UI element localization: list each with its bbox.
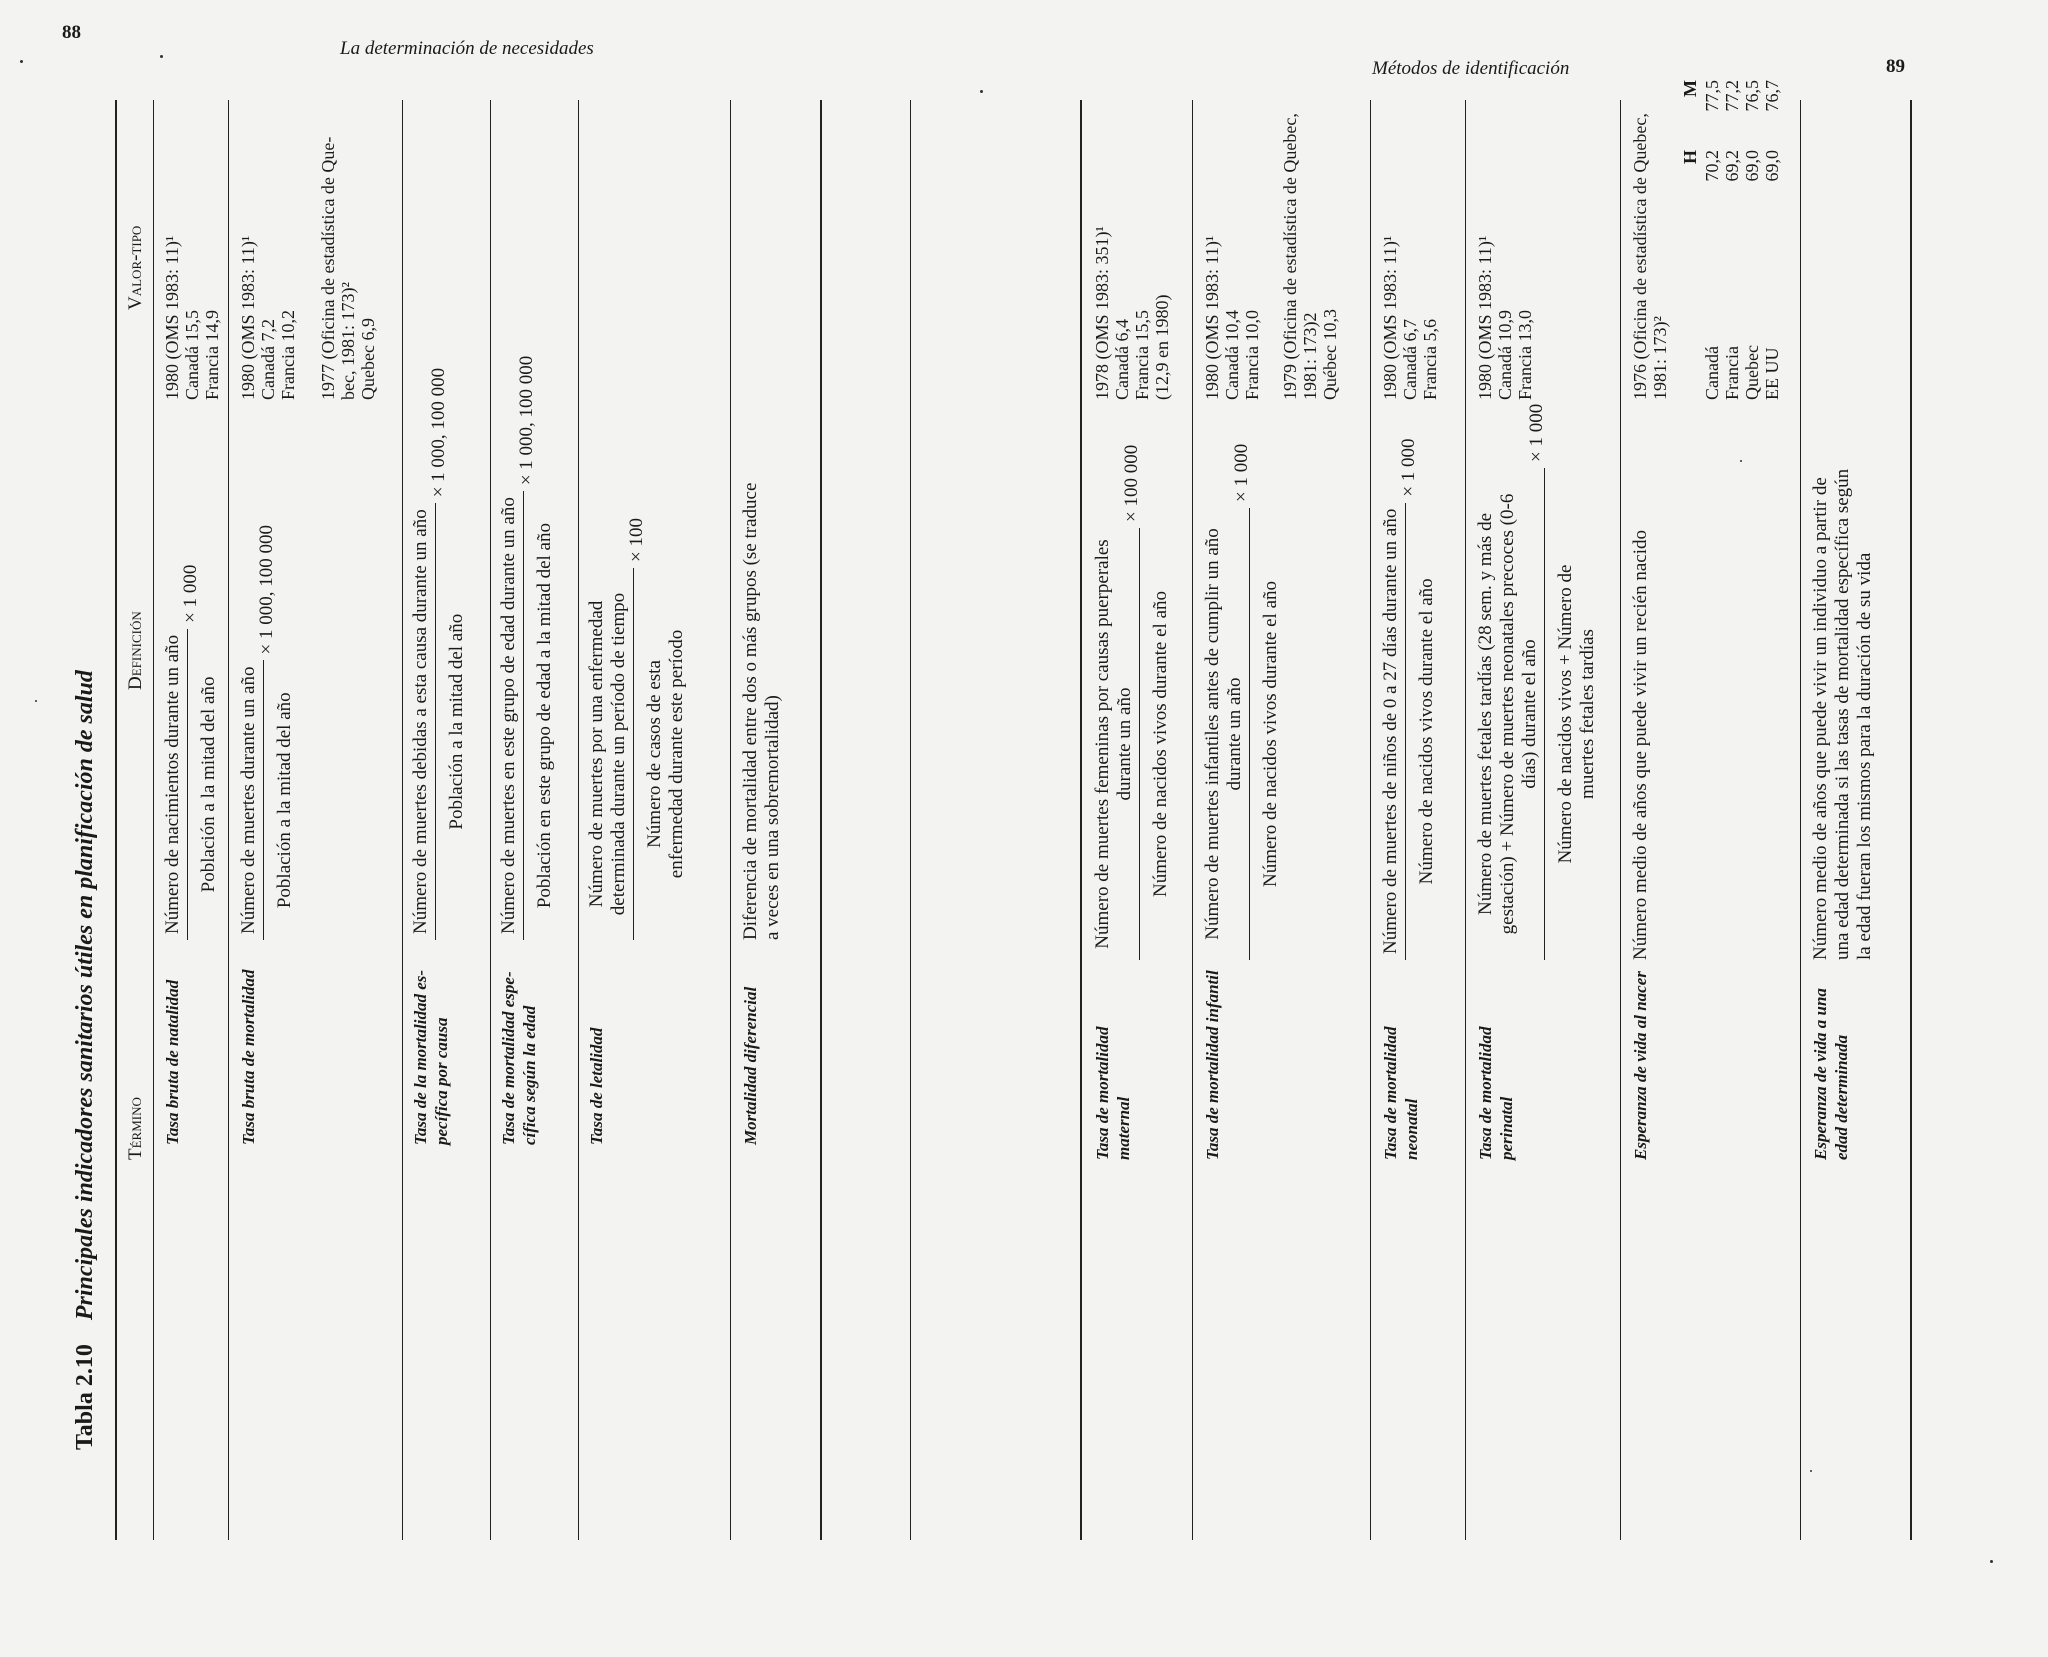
numerator: Número de muertes infantiles antes de cumplir un año durante un año xyxy=(1202,508,1250,960)
bottom-rule xyxy=(820,100,822,1540)
term-cause-specific-mortality: Tasa de la mortalidad es-pecífica por causa xyxy=(411,969,451,1145)
right-running-head: Métodos de identificación xyxy=(1372,58,1570,79)
row-rule xyxy=(578,100,579,1540)
row-rule xyxy=(228,100,229,1540)
multiplier: × 1 000, 100 000 xyxy=(256,525,277,655)
hm-value: 76,7 xyxy=(1762,80,1782,112)
hm-header: H xyxy=(1680,150,1700,165)
row-rule xyxy=(1465,100,1466,1540)
term-perinatal-mortality: Tasa de mortalidad perinatal xyxy=(1476,1026,1516,1160)
right-page-number: 89 xyxy=(1886,56,1905,77)
value-neonatal-mortality: 1980 (OMS 1983: 11)¹ Canadá 6,7 Francia 5,6 xyxy=(1380,235,1440,400)
numerator: Número de muertes debidas a esta causa durante un año xyxy=(410,503,436,940)
term-infant-mortality: Tasa de mortalidad infantil xyxy=(1203,970,1222,1160)
term-maternal-mortality: Tasa de mortalidad maternal xyxy=(1093,1026,1133,1160)
multiplier: × 1 000 xyxy=(180,564,201,623)
term-age-specific-mortality: Tasa de mortalidad espe-cífica según la edad xyxy=(499,971,539,1145)
scan-speck xyxy=(1990,1560,1993,1563)
header-rule xyxy=(153,100,154,1540)
numerator: Número de muertes fetales tardías (28 sem. y más de gestación) + Número de muertes neonatales precoces (0-6 días) durante el año xyxy=(1475,468,1545,960)
table-title: Principales indicadores sanitarios útiles en planificación de salud xyxy=(72,670,98,1321)
denominator: Número de nacidos vivos + Número de muertes fetales tardías xyxy=(1555,564,1598,864)
definition-life-expectancy-age: Número medio de años que puede vivir un individuo a partir de una edad determinada si las tasas de mortalidad específica según la edad fueran los mismos para la duración de su vida xyxy=(1810,468,1875,960)
hm-value: 69,0 xyxy=(1742,150,1762,182)
value-infant-mortality: 1980 (OMS 1983: 11)¹ Canadá 10,4 Francia 10,0 xyxy=(1202,235,1262,400)
value-perinatal-mortality: 1980 (OMS 1983: 11)¹ Canadá 10,9 Francia 13,0 xyxy=(1475,235,1535,400)
term-life-expectancy-birth: Esperanza de vida al nacer xyxy=(1631,971,1650,1160)
hm-value: 77,5 xyxy=(1702,80,1722,112)
definition-crude-death-rate xyxy=(238,525,296,940)
value-life-expectancy-birth: 1976 (Oficina de estadística de Quebec, 1981: 173)² xyxy=(1630,113,1670,400)
multiplier: × 1 000 xyxy=(1526,403,1547,462)
hm-header xyxy=(1680,210,1702,400)
right-page-table xyxy=(1080,60,1980,1560)
value-maternal-mortality: 1978 (OMS 1983: 351)¹ Canadá 6,4 Francia 15,5 (12,9 en 1980) xyxy=(1092,226,1172,400)
definition-maternal-mortality xyxy=(1092,445,1172,960)
hm-value: 70,2 xyxy=(1702,150,1722,182)
row-rule xyxy=(1370,100,1371,1540)
denominator: Número de nacidos vivos durante el año xyxy=(1416,578,1437,885)
hm-country: Francia xyxy=(1722,346,1742,400)
row-rule xyxy=(1192,100,1193,1540)
definition-perinatal-mortality xyxy=(1475,404,1599,960)
multiplier: × 100 xyxy=(626,518,647,562)
life-expectancy-table xyxy=(1680,70,1782,400)
definition-crude-birth-rate xyxy=(162,565,220,940)
value-infant-mortality-quebec: 1979 (Oficina de estadística de Quebec, 1981: 173)2 Québec 10,3 xyxy=(1280,113,1340,400)
definition-age-specific-mortality xyxy=(498,356,556,940)
table-caption xyxy=(72,670,99,1450)
denominator: Número de casos de esta enfermedad durante este período xyxy=(644,629,687,879)
life-expectancy-values xyxy=(1680,70,1782,400)
rotated-table-content xyxy=(50,60,1950,1560)
hm-country: Quebec xyxy=(1742,345,1762,400)
left-page-table xyxy=(50,60,1000,1560)
value-crude-death-rate-quebec: 1977 (Oficina de estadística de Que- bec, 1981: 173)² Quebec 6,9 xyxy=(318,136,378,400)
bottom-rule xyxy=(1910,100,1912,1540)
definition-life-expectancy-birth: Número medio de años que puede vivir un recién nacido xyxy=(1630,530,1651,960)
row-rule xyxy=(1800,100,1801,1540)
end-rule xyxy=(910,100,911,1540)
multiplier: × 1 000, 100 000 xyxy=(516,355,537,486)
definition-neonatal-mortality xyxy=(1380,438,1438,960)
row-rule xyxy=(490,100,491,1540)
definition-cause-specific-mortality xyxy=(410,368,468,940)
table-label: Tabla 2.10 xyxy=(72,1344,98,1450)
denominator: Población a la mitad del año xyxy=(274,692,295,909)
hm-header: M xyxy=(1680,80,1700,97)
hm-value: 69,0 xyxy=(1762,150,1782,182)
top-rule xyxy=(1080,100,1082,1540)
definition-case-fatality-rate xyxy=(586,518,688,940)
hm-country: Canadá xyxy=(1702,346,1722,400)
row-rule xyxy=(730,100,731,1540)
term-differential-mortality: Mortalidad diferencial xyxy=(741,986,760,1145)
row-rule xyxy=(402,100,403,1540)
multiplier: × 1 000 xyxy=(1398,438,1419,497)
left-page-number: 88 xyxy=(62,22,81,43)
scan-speck xyxy=(160,55,163,58)
multiplier: × 1 000 xyxy=(1231,443,1252,502)
hm-value: 69,2 xyxy=(1722,150,1742,182)
row-rule xyxy=(1620,100,1621,1540)
column-header-term: Término xyxy=(125,1097,146,1160)
numerator: Número de muertes por una enfermedad determinada durante un período de tiempo xyxy=(586,568,634,940)
scan-speck xyxy=(35,700,37,702)
denominator: Población en este grupo de edad a la mitad del año xyxy=(534,523,555,909)
left-running-head: La determinación de necesidades xyxy=(340,38,594,59)
term-life-expectancy-age: Esperanza de vida a una edad determinada xyxy=(1811,988,1851,1160)
numerator: Número de nacimientos durante un año xyxy=(162,629,188,940)
column-header-value: Valor-tipo xyxy=(125,225,146,310)
value-crude-death-rate: 1980 (OMS 1983: 11)¹ Canadá 7,2 Francia 10,2 xyxy=(238,235,298,400)
hm-value: 76,5 xyxy=(1742,80,1762,112)
term-case-fatality-rate: Tasa de letalidad xyxy=(587,1027,606,1145)
denominator: Población a la mitad del año xyxy=(446,613,467,830)
denominator: Número de nacidos vivos durante el año xyxy=(1260,580,1281,888)
numerator: Número de muertes durante un año xyxy=(238,661,264,941)
top-rule xyxy=(115,100,117,1540)
numerator: Número de muertes femeninas por causas puerperales durante un año xyxy=(1092,528,1140,960)
scan-speck xyxy=(20,60,23,63)
value-crude-birth-rate: 1980 (OMS 1983: 11)¹ Canadá 15,5 Francia 14,9 xyxy=(162,235,222,400)
hm-value: 77,2 xyxy=(1722,80,1742,112)
denominator: Número de nacidos vivos durante el año xyxy=(1150,590,1171,898)
term-neonatal-mortality: Tasa de mortalidad neonatal xyxy=(1381,1026,1421,1160)
denominator: Población a la mitad del año xyxy=(198,676,219,893)
numerator: Número de muertes de niños de 0 a 27 días durante un año xyxy=(1380,503,1406,960)
term-crude-death-rate: Tasa bruta de mortalidad xyxy=(239,969,258,1145)
hm-country: EE UU xyxy=(1762,347,1782,400)
term-crude-birth-rate: Tasa bruta de natalidad xyxy=(163,979,182,1145)
definition-differential-mortality: Diferencia de mortalidad entre dos o más grupos (se traduce a veces en una sobremortalidad) xyxy=(740,482,783,940)
definition-infant-mortality xyxy=(1202,444,1282,960)
multiplier: × 100 000 xyxy=(1121,444,1142,522)
column-header-definition: Definición xyxy=(125,611,146,690)
multiplier: × 1 000, 100 000 xyxy=(428,367,449,498)
numerator: Número de muertes en este grupo de edad durante un año xyxy=(498,491,524,940)
